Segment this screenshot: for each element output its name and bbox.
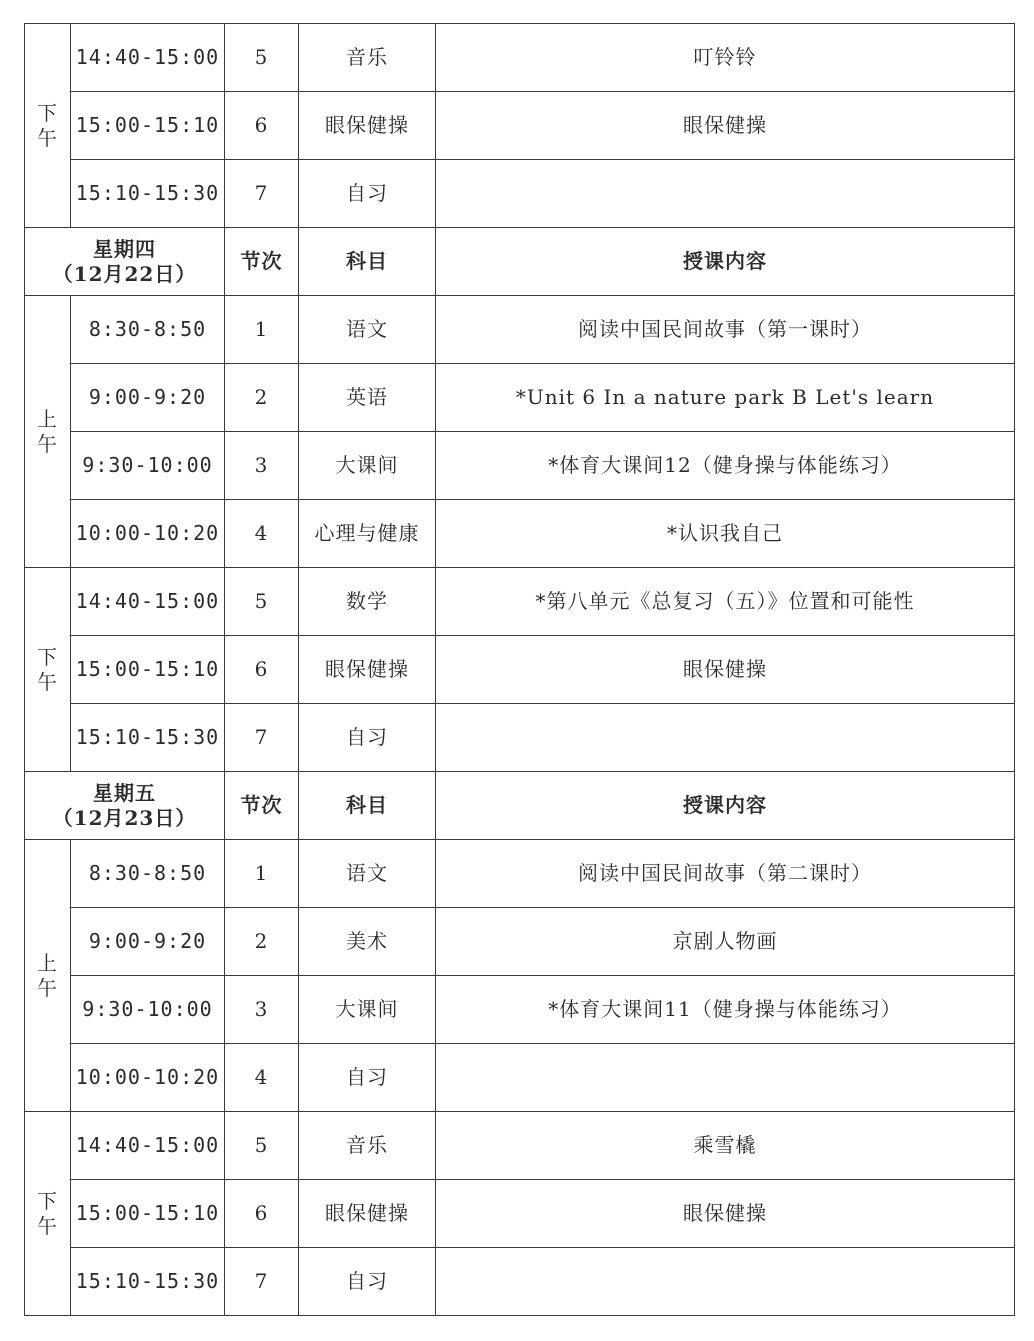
table-row xyxy=(25,432,1015,500)
subject-cell: 眼保健操 xyxy=(299,636,436,704)
table-row xyxy=(25,500,1015,568)
table-row xyxy=(25,160,1015,228)
content-cell: 乘雪橇 xyxy=(436,1112,1015,1180)
weekday-label: 星期四 xyxy=(93,236,156,261)
time-cell: 15:10-15:30 xyxy=(71,1248,225,1316)
subject-cell: 心理与健康 xyxy=(299,500,436,568)
subject-cell: 语文 xyxy=(299,296,436,364)
subject-cell: 大课间 xyxy=(299,432,436,500)
time-cell: 9:30-10:00 xyxy=(71,432,225,500)
content-cell: 阅读中国民间故事（第一课时） xyxy=(436,296,1015,364)
content-cell xyxy=(436,1248,1015,1316)
lesson-no-cell: 1 xyxy=(225,840,299,908)
day-label-friday xyxy=(25,772,225,840)
day-header-row xyxy=(25,228,1015,296)
period-label-afternoon: 下 午 xyxy=(25,1112,71,1316)
subject-cell: 自习 xyxy=(299,1044,436,1112)
schedule-table xyxy=(24,23,1015,1316)
period-label-morning: 上 午 xyxy=(25,296,71,568)
time-cell: 10:00-10:20 xyxy=(71,500,225,568)
header-lesson-no: 节次 xyxy=(225,228,299,296)
lesson-no-cell: 6 xyxy=(225,636,299,704)
time-cell: 10:00-10:20 xyxy=(71,1044,225,1112)
subject-cell: 语文 xyxy=(299,840,436,908)
time-cell: 14:40-15:00 xyxy=(71,24,225,92)
table-row xyxy=(25,1044,1015,1112)
subject-cell: 大课间 xyxy=(299,976,436,1044)
content-cell: 眼保健操 xyxy=(436,636,1015,704)
table-row xyxy=(25,636,1015,704)
content-cell: *体育大课间12（健身操与体能练习） xyxy=(436,432,1015,500)
table-row xyxy=(25,704,1015,772)
lesson-no-cell: 3 xyxy=(225,976,299,1044)
date-label: （12月22日） xyxy=(52,261,197,286)
period-label-morning: 上 午 xyxy=(25,840,71,1112)
table-row xyxy=(25,1112,1015,1180)
content-cell: *Unit 6 In a nature park B Let's learn xyxy=(436,364,1015,432)
lesson-no-cell: 5 xyxy=(225,1112,299,1180)
content-cell: 阅读中国民间故事（第二课时） xyxy=(436,840,1015,908)
time-cell: 8:30-8:50 xyxy=(71,840,225,908)
table-row xyxy=(25,1248,1015,1316)
table-row xyxy=(25,364,1015,432)
subject-cell: 自习 xyxy=(299,1248,436,1316)
lesson-no-cell: 1 xyxy=(225,296,299,364)
time-cell: 9:00-9:20 xyxy=(71,908,225,976)
subject-cell: 眼保健操 xyxy=(299,92,436,160)
time-cell: 9:30-10:00 xyxy=(71,976,225,1044)
lesson-no-cell: 5 xyxy=(225,568,299,636)
content-cell xyxy=(436,160,1015,228)
lesson-no-cell: 5 xyxy=(225,24,299,92)
lesson-no-cell: 7 xyxy=(225,1248,299,1316)
table-row xyxy=(25,908,1015,976)
lesson-no-cell: 3 xyxy=(225,432,299,500)
lesson-no-cell: 2 xyxy=(225,908,299,976)
lesson-no-cell: 2 xyxy=(225,364,299,432)
header-content: 授课内容 xyxy=(436,228,1015,296)
time-cell: 9:00-9:20 xyxy=(71,364,225,432)
subject-cell: 英语 xyxy=(299,364,436,432)
subject-cell: 数学 xyxy=(299,568,436,636)
table-row xyxy=(25,92,1015,160)
content-cell: 眼保健操 xyxy=(436,1180,1015,1248)
content-cell: 京剧人物画 xyxy=(436,908,1015,976)
content-cell xyxy=(436,704,1015,772)
table-row xyxy=(25,24,1015,92)
subject-cell: 自习 xyxy=(299,160,436,228)
time-cell: 15:00-15:10 xyxy=(71,636,225,704)
header-subject: 科目 xyxy=(299,228,436,296)
header-content: 授课内容 xyxy=(436,772,1015,840)
lesson-no-cell: 4 xyxy=(225,1044,299,1112)
time-cell: 14:40-15:00 xyxy=(71,1112,225,1180)
day-header-row xyxy=(25,772,1015,840)
subject-cell: 音乐 xyxy=(299,1112,436,1180)
lesson-no-cell: 6 xyxy=(225,1180,299,1248)
time-cell: 15:10-15:30 xyxy=(71,704,225,772)
table-row xyxy=(25,840,1015,908)
subject-cell: 音乐 xyxy=(299,24,436,92)
content-cell: *认识我自己 xyxy=(436,500,1015,568)
subject-cell: 自习 xyxy=(299,704,436,772)
period-label-afternoon: 下 午 xyxy=(25,568,71,772)
weekday-label: 星期五 xyxy=(93,780,156,805)
lesson-no-cell: 7 xyxy=(225,160,299,228)
table-row xyxy=(25,976,1015,1044)
subject-cell: 眼保健操 xyxy=(299,1180,436,1248)
content-cell: *第八单元《总复习（五）》位置和可能性 xyxy=(436,568,1015,636)
table-row xyxy=(25,296,1015,364)
time-cell: 14:40-15:00 xyxy=(71,568,225,636)
date-label: （12月23日） xyxy=(52,805,197,830)
time-cell: 15:00-15:10 xyxy=(71,92,225,160)
lesson-no-cell: 6 xyxy=(225,92,299,160)
lesson-no-cell: 7 xyxy=(225,704,299,772)
table-row xyxy=(25,1180,1015,1248)
content-cell xyxy=(436,1044,1015,1112)
period-label-afternoon: 下 午 xyxy=(25,24,71,228)
content-cell: 叮铃铃 xyxy=(436,24,1015,92)
table-row xyxy=(25,568,1015,636)
header-lesson-no: 节次 xyxy=(225,772,299,840)
day-label-thursday xyxy=(25,228,225,296)
subject-cell: 美术 xyxy=(299,908,436,976)
time-cell: 15:00-15:10 xyxy=(71,1180,225,1248)
content-cell: 眼保健操 xyxy=(436,92,1015,160)
time-cell: 15:10-15:30 xyxy=(71,160,225,228)
header-subject: 科目 xyxy=(299,772,436,840)
content-cell: *体育大课间11（健身操与体能练习） xyxy=(436,976,1015,1044)
time-cell: 8:30-8:50 xyxy=(71,296,225,364)
lesson-no-cell: 4 xyxy=(225,500,299,568)
